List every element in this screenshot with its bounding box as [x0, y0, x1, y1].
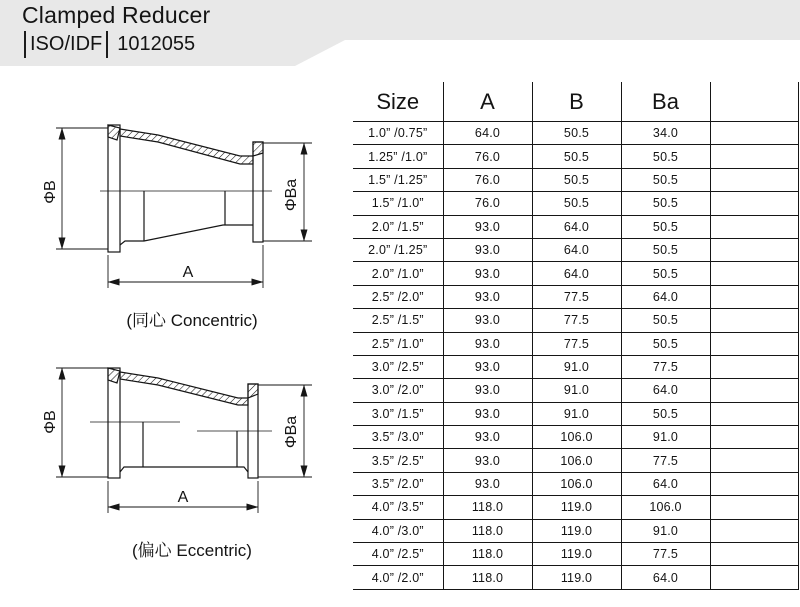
value-cell: 118.0 — [443, 519, 532, 542]
table-row — [353, 402, 798, 425]
blank-cell — [710, 262, 798, 285]
blank-cell — [710, 426, 798, 449]
left-ferrule — [108, 368, 120, 478]
value-cell: 50.5 — [532, 122, 621, 145]
value-cell: 77.5 — [621, 543, 710, 566]
value-cell: 50.5 — [621, 145, 710, 168]
blank-cell — [710, 472, 798, 495]
col-header-size: Size — [353, 82, 443, 122]
value-cell: 93.0 — [443, 472, 532, 495]
blank-cell — [710, 215, 798, 238]
table-row — [353, 238, 798, 261]
blank-cell — [710, 168, 798, 191]
size-cell: 1.0” /0.75” — [353, 122, 443, 145]
value-cell: 118.0 — [443, 566, 532, 589]
size-cell: 2.5” /1.5” — [353, 309, 443, 332]
value-cell: 119.0 — [532, 543, 621, 566]
dim-label-a: A — [182, 264, 194, 281]
value-cell: 77.5 — [532, 285, 621, 308]
table-row — [353, 168, 798, 191]
size-cell: 2.0” /1.5” — [353, 215, 443, 238]
table-row — [353, 215, 798, 238]
dim-label-phi-b: ΦB — [42, 410, 59, 434]
value-cell: 50.5 — [621, 332, 710, 355]
value-cell: 50.5 — [621, 215, 710, 238]
col-header-blank — [710, 82, 798, 122]
divider-bar — [106, 31, 108, 58]
left-ferrule-lip — [108, 368, 120, 383]
value-cell: 91.0 — [621, 426, 710, 449]
table-row — [353, 145, 798, 168]
spec-table — [353, 82, 799, 590]
value-cell: 93.0 — [443, 379, 532, 402]
blank-cell — [710, 192, 798, 215]
size-cell: 3.0” /1.5” — [353, 402, 443, 425]
value-cell: 64.0 — [621, 472, 710, 495]
concentric-drawing — [20, 95, 360, 358]
value-cell: 64.0 — [621, 379, 710, 402]
value-cell: 118.0 — [443, 543, 532, 566]
dim-label-a: A — [177, 489, 189, 506]
blank-cell — [710, 355, 798, 378]
col-header-ba: Ba — [621, 82, 710, 122]
value-cell: 50.5 — [532, 168, 621, 191]
reducer-body — [100, 125, 272, 252]
value-cell: 76.0 — [443, 168, 532, 191]
col-header-a: A — [443, 82, 532, 122]
size-cell: 4.0” /3.0” — [353, 519, 443, 542]
value-cell: 50.5 — [621, 262, 710, 285]
col-header-b: B — [532, 82, 621, 122]
value-cell: 64.0 — [621, 566, 710, 589]
value-cell: 77.5 — [621, 449, 710, 472]
blank-cell — [710, 309, 798, 332]
table-row — [353, 309, 798, 332]
value-cell: 119.0 — [532, 566, 621, 589]
value-cell: 93.0 — [443, 332, 532, 355]
value-cell: 93.0 — [443, 449, 532, 472]
value-cell: 119.0 — [532, 519, 621, 542]
value-cell: 93.0 — [443, 238, 532, 261]
table-row — [353, 543, 798, 566]
value-cell: 93.0 — [443, 285, 532, 308]
value-cell: 93.0 — [443, 355, 532, 378]
code-label: 1012055 — [117, 32, 196, 55]
value-cell: 91.0 — [532, 379, 621, 402]
value-cell: 64.0 — [532, 238, 621, 261]
table-row — [353, 192, 798, 215]
value-cell: 50.5 — [621, 238, 710, 261]
table-row — [353, 496, 798, 519]
blank-cell — [710, 285, 798, 308]
wall-section — [120, 372, 248, 405]
value-cell: 91.0 — [532, 355, 621, 378]
value-cell: 91.0 — [532, 402, 621, 425]
dim-label-phi-ba: ΦBa — [283, 178, 300, 212]
size-cell: 3.5” /2.0” — [353, 472, 443, 495]
caption-concentric: (同心 Concentric) — [126, 311, 258, 330]
value-cell: 50.5 — [621, 192, 710, 215]
value-cell: 91.0 — [621, 519, 710, 542]
blank-cell — [710, 449, 798, 472]
value-cell: 106.0 — [621, 496, 710, 519]
table-row — [353, 426, 798, 449]
left-ferrule-lip — [108, 125, 120, 140]
table-row — [353, 285, 798, 308]
value-cell: 77.5 — [621, 355, 710, 378]
value-cell: 64.0 — [621, 285, 710, 308]
standard-label: ISO/IDF — [30, 32, 103, 55]
value-cell: 76.0 — [443, 145, 532, 168]
size-cell: 1.5” /1.25” — [353, 168, 443, 191]
value-cell: 106.0 — [532, 449, 621, 472]
value-cell: 118.0 — [443, 496, 532, 519]
right-ferrule — [253, 142, 263, 242]
size-cell: 1.25” /1.0” — [353, 145, 443, 168]
table-row — [353, 122, 798, 145]
size-cell: 4.0” /3.5” — [353, 496, 443, 519]
table-row — [353, 566, 798, 589]
size-cell: 4.0” /2.0” — [353, 566, 443, 589]
blank-cell — [710, 379, 798, 402]
table-row — [353, 262, 798, 285]
value-cell: 106.0 — [532, 426, 621, 449]
blank-cell — [710, 519, 798, 542]
value-cell: 50.5 — [532, 192, 621, 215]
blank-cell — [710, 566, 798, 589]
eccentric-drawing — [20, 358, 360, 580]
value-cell: 50.5 — [621, 402, 710, 425]
value-cell: 50.5 — [621, 309, 710, 332]
body-outline-bottom — [120, 225, 253, 245]
value-cell: 64.0 — [532, 215, 621, 238]
value-cell: 93.0 — [443, 215, 532, 238]
blank-cell — [710, 543, 798, 566]
caption-eccentric: (偏心 Eccentric) — [132, 541, 252, 560]
value-cell: 93.0 — [443, 309, 532, 332]
right-ferrule-lip — [253, 142, 263, 156]
value-cell: 93.0 — [443, 426, 532, 449]
value-cell: 50.5 — [621, 168, 710, 191]
blank-cell — [710, 332, 798, 355]
blank-cell — [710, 402, 798, 425]
size-cell: 3.5” /3.0” — [353, 426, 443, 449]
size-cell: 1.5” /1.0” — [353, 192, 443, 215]
dim-label-phi-b: ΦB — [42, 180, 59, 204]
value-cell: 64.0 — [443, 122, 532, 145]
wall-section — [120, 129, 253, 164]
value-cell: 119.0 — [532, 496, 621, 519]
table-row — [353, 379, 798, 402]
table-row — [353, 449, 798, 472]
blank-cell — [710, 496, 798, 519]
header-subtitle — [24, 29, 195, 59]
value-cell: 64.0 — [532, 262, 621, 285]
value-cell: 76.0 — [443, 192, 532, 215]
divider-bar — [24, 31, 26, 58]
table-row — [353, 332, 798, 355]
size-cell: 4.0” /2.5” — [353, 543, 443, 566]
table-header-row — [353, 82, 798, 122]
size-cell: 3.0” /2.5” — [353, 355, 443, 378]
size-cell: 2.0” /1.25” — [353, 238, 443, 261]
value-cell: 93.0 — [443, 262, 532, 285]
page-title: Clamped Reducer — [22, 2, 211, 28]
value-cell: 93.0 — [443, 402, 532, 425]
size-cell: 3.0” /2.0” — [353, 379, 443, 402]
right-ferrule-lip — [248, 384, 258, 398]
size-cell: 2.0” /1.0” — [353, 262, 443, 285]
value-cell: 77.5 — [532, 309, 621, 332]
blank-cell — [710, 122, 798, 145]
left-ferrule — [108, 125, 120, 252]
table-row — [353, 472, 798, 495]
blank-cell — [710, 238, 798, 261]
size-cell: 3.5” /2.5” — [353, 449, 443, 472]
body-outline-bottom — [120, 467, 248, 472]
size-cell: 2.5” /1.0” — [353, 332, 443, 355]
reducer-body — [90, 368, 272, 478]
spec-table-body — [353, 122, 798, 590]
value-cell: 34.0 — [621, 122, 710, 145]
value-cell: 50.5 — [532, 145, 621, 168]
dim-label-phi-ba: ΦBa — [283, 415, 300, 449]
value-cell: 106.0 — [532, 472, 621, 495]
blank-cell — [710, 145, 798, 168]
size-cell: 2.5” /2.0” — [353, 285, 443, 308]
value-cell: 77.5 — [532, 332, 621, 355]
table-row — [353, 355, 798, 378]
table-row — [353, 519, 798, 542]
